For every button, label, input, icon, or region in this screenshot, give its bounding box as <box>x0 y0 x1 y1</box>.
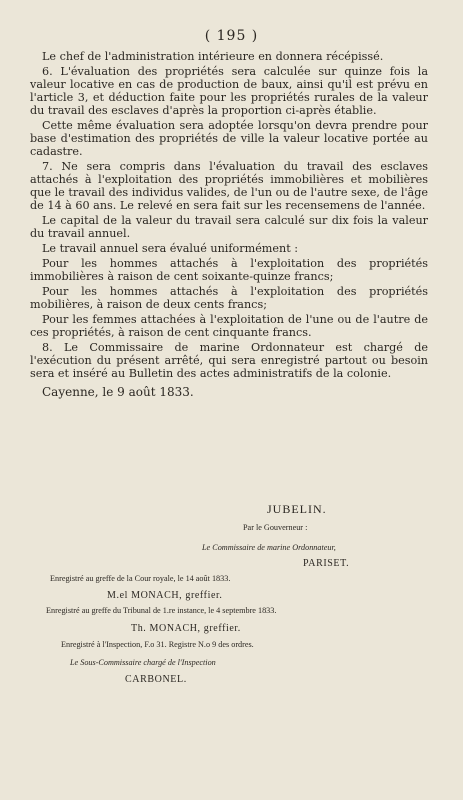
page-number: ( 195 ) <box>204 28 259 44</box>
paragraph: Cette même évaluation sera adoptée lorsqu'on devra prendre pour base d'estimation des propriétés de ville la valeur locative portée au cadastre. <box>30 119 428 158</box>
paragraph: 6. L'évaluation des propriétés sera calculée sur quinze fois la valeur locative en cas de production de baux, ainsi qu'il est prévu en l'article 3, et déduction faite pour les propriétés rurales de la valeur du travail des esclaves d'après la proportion ci-après établie. <box>30 65 428 117</box>
inspector-signature: CARBONEL. <box>125 674 187 685</box>
paragraph: Le capital de la valeur du travail sera calculé sur dix fois la valeur du travail annuel. <box>30 214 428 240</box>
greffier-signature-2: Th. MONACH, greffier. <box>131 623 241 634</box>
registration-inspection: Enregistré à l'Inspection, F.o 31. Registre N.o 9 des ordres. <box>61 640 254 649</box>
paragraph: Le chef de l'administration intérieure en donnera récépissé. <box>42 50 384 63</box>
paragraph: Le travail annuel sera évalué uniformément : <box>42 242 299 255</box>
ordonnateur-signature: PARISET. <box>303 558 350 569</box>
body-text <box>30 50 428 401</box>
paragraph: Pour les hommes attachés à l'exploitation des propriétés immobilières à raison de cent soixante-quinze francs; <box>30 257 428 283</box>
greffier-signature-1: M.el MONACH, greffier. <box>107 590 223 601</box>
sous-commissaire-title: Le Sous-Commissaire chargé de l'Inspection <box>70 658 216 667</box>
registration-cour-royale: Enregistré au greffe de la Cour royale, le 14 août 1833. <box>50 574 231 583</box>
paragraph: Pour les hommes attachés à l'exploitation des propriétés mobilières, à raison de deux cents francs; <box>30 285 428 311</box>
par-le-gouverneur: Par le Gouverneur : <box>243 523 308 532</box>
dateline: Cayenne, le 9 août 1833. <box>42 385 194 399</box>
ordonnateur-title: Le Commissaire de marine Ordonnateur, <box>202 543 336 552</box>
governor-signature: JUBELIN. <box>267 502 327 516</box>
paragraph: 7. Ne sera compris dans l'évaluation du travail des esclaves attachés à l'exploitation des propriétés immobilières et mobilières que le travail des individus valides, de l'un ou de l'autre sexe, de l'âge de 14 à 60 ans. Le relevé en sera fait sur les recensemens de l'année. <box>30 160 428 212</box>
paragraph: Pour les femmes attachées à l'exploitation de l'une ou de l'autre de ces propriétés, à raison de cent cinquante francs. <box>30 313 428 339</box>
paragraph: 8. Le Commissaire de marine Ordonnateur est chargé de l'exécution du présent arrêté, qui sera enregistré partout ou besoin sera et inséré au Bulletin des actes administratifs de la colonie. <box>30 341 428 380</box>
registration-tribunal: Enregistré au greffe du Tribunal de 1.re instance, le 4 septembre 1833. <box>46 606 277 615</box>
